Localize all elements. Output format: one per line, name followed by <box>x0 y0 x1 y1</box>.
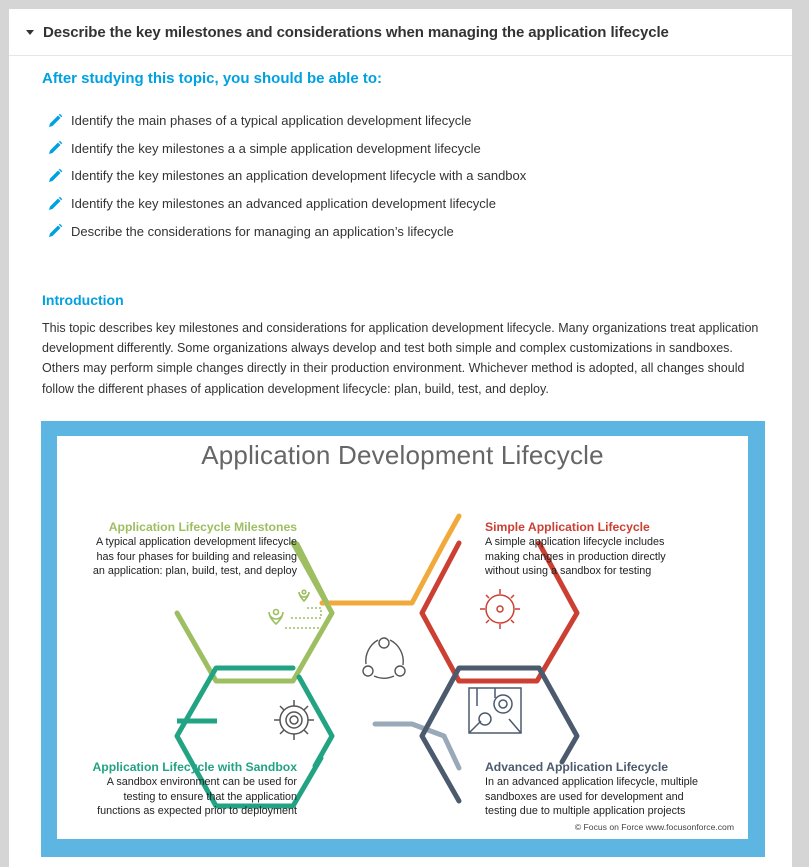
topic-panel <box>9 9 792 867</box>
hex-connector-top <box>322 516 459 603</box>
milestones-block <box>57 520 297 579</box>
cycle-icon <box>363 638 405 678</box>
gears-machinery-icon <box>469 688 521 733</box>
objective-text: Describe the considerations for managing an application’s lifecycle <box>71 223 454 239</box>
sandbox-line: functions as expected prior to deployment <box>97 805 297 818</box>
pencil-icon <box>47 196 63 212</box>
intro-paragraph: This topic describes key milestones and considerations for application development lifecycle. Many organizations treat application development differently. Some organizations always develop and test both simple and complex customizations in sandboxes. Others may perform simple changes directly in their production environment. Whichever method is adopted, all changes should follow the different phases of application development lifecycle: plan, build, test, and deploy. <box>42 321 759 396</box>
accordion-header[interactable] <box>9 9 792 56</box>
simple-block <box>485 520 735 579</box>
objective-text: Identify the key milestones a a simple application development lifecycle <box>71 140 481 156</box>
list-item <box>47 135 526 163</box>
list-item <box>47 217 526 245</box>
milestones-line: has four phases for building and releasing <box>96 550 297 563</box>
pencil-icon <box>47 140 63 156</box>
route-map-icon <box>269 590 321 628</box>
hex-connector-bottom <box>375 724 459 768</box>
list-item <box>47 107 526 135</box>
accordion-title: Describe the key milestones and considerations when managing the application lifecycle <box>43 23 669 41</box>
infographic-title: Application Development Lifecycle <box>201 440 604 470</box>
objectives-list <box>47 107 526 245</box>
simple-title: Simple Application Lifecycle <box>485 520 650 534</box>
intro-heading: Introduction <box>42 292 124 308</box>
pencil-icon <box>47 223 63 239</box>
list-item <box>47 190 526 218</box>
caret-down-icon[interactable] <box>26 30 34 35</box>
lifecycle-infographic <box>41 421 765 857</box>
infographic-canvas <box>57 436 748 839</box>
sandbox-line: A sandbox environment can be used for <box>106 776 297 788</box>
objective-text: Identify the key milestones an application development lifecycle with a sandbox <box>71 168 527 184</box>
pencil-icon <box>47 113 63 129</box>
advanced-block <box>485 760 740 819</box>
sandbox-title: Application Lifecycle with Sandbox <box>92 760 297 774</box>
milestones-line: A typical application development lifecycle <box>95 536 297 548</box>
sandbox-block <box>57 760 297 819</box>
objective-text: Identify the key milestones an advanced application development lifecycle <box>71 196 496 212</box>
advanced-title: Advanced Application Lifecycle <box>485 760 669 774</box>
advanced-line: testing due to multiple application projects <box>485 805 686 818</box>
milestones-line: an application: plan, build, test, and deploy <box>92 565 297 578</box>
simple-line: A simple application lifecycle includes <box>485 536 665 548</box>
simple-line: making changes in production directly <box>485 550 666 563</box>
advanced-line: In an advanced application lifecycle, multiple <box>485 776 699 788</box>
objective-text: Identify the main phases of a typical application development lifecycle <box>71 113 472 129</box>
target-gear-icon <box>480 589 520 629</box>
gear-icon <box>274 700 314 740</box>
pencil-icon <box>47 168 63 184</box>
hex-advanced-outline-right <box>539 668 577 762</box>
objectives-heading: After studying this topic, you should be able to: <box>42 70 383 87</box>
sandbox-line: testing to ensure that the application <box>123 790 297 803</box>
simple-line: without using a sandbox for testing <box>485 565 652 578</box>
milestones-title: Application Lifecycle Milestones <box>108 520 297 534</box>
hex-sandbox-outline-right <box>299 677 332 766</box>
hex-milestones-topline <box>297 544 327 603</box>
list-item <box>47 162 526 190</box>
copyright-credit: © Focus on Force www.focusonforce.com <box>574 822 734 832</box>
advanced-line: sandboxes are used for development and <box>485 790 684 803</box>
